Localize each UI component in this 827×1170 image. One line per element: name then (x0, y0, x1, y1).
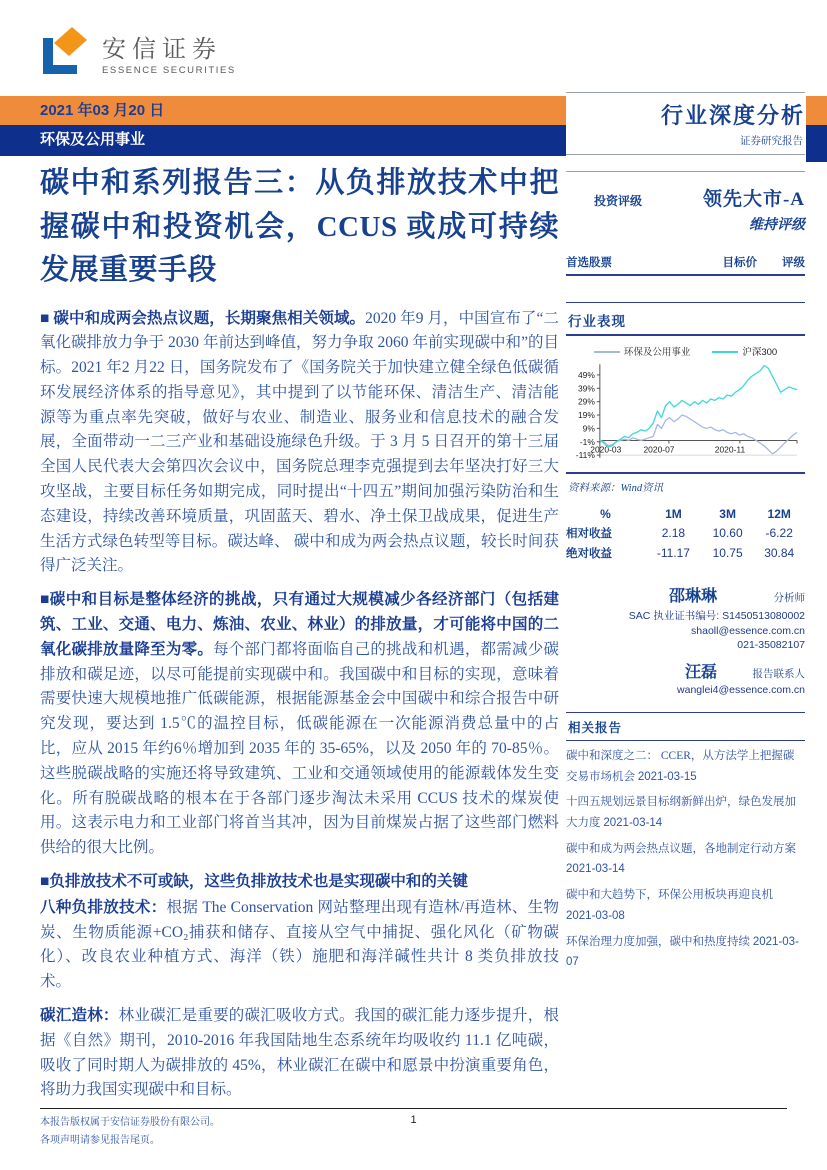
legend-line-swatch (594, 351, 620, 353)
absolute-return-3m: 10.75 (712, 546, 743, 560)
analyst-phone: 021-35082107 (737, 639, 805, 651)
svg-text:29%: 29% (577, 396, 595, 407)
svg-text:49%: 49% (577, 369, 595, 380)
brand-name-cn: 安信证券 (102, 36, 222, 63)
returns-header-row (566, 505, 805, 523)
legend-label: 环保及公用事业 (623, 347, 691, 358)
rating-row (566, 184, 805, 211)
paragraph-economy-challenge (40, 588, 559, 861)
essence-logo-icon (38, 24, 90, 81)
brand-name (102, 29, 236, 76)
svg-text:39%: 39% (577, 383, 595, 394)
related-report-date: 2021-03-14 (603, 817, 663, 830)
divider (566, 712, 805, 713)
related-report-title: 碳中和深度之二： CCER，从方法学上把握碳交易市场机会 (566, 750, 795, 783)
report-type-label: 行业深度分析 (660, 103, 805, 128)
brand-name-en: ESSENCE SECURITIES (102, 65, 236, 76)
table-row (566, 523, 805, 543)
returns-header: % (600, 507, 611, 521)
relative-return-label: 相对收益 (566, 528, 612, 540)
legend-item-csi300 (712, 344, 777, 358)
divider (566, 472, 805, 474)
paragraph-lead: 八种负排放技术： (40, 898, 167, 916)
paragraph-text: 根据 The Conservation 网站整理出现有造林/再造林、生物炭、生物质能源+CO₂捕获和储存、直接从空气中捕捉、强化风化（矿物碳化）、改良农业种植方式、海洋（铁）施肥和海洋碱性共计 8 类负排放技术。 (40, 898, 559, 991)
returns-table (566, 505, 805, 563)
paragraph-negative-emission-heading (40, 870, 559, 895)
report-subtype-label: 证券研究报告 (740, 136, 803, 147)
analyst-name: 邵琳琳 (668, 588, 717, 605)
returns-header: 3M (719, 507, 736, 521)
svg-text:2020-11: 2020-11 (714, 444, 746, 455)
legend-item-industry (594, 344, 691, 358)
analyst-email-link[interactable]: wanglei4@essence.com.cn (677, 684, 805, 696)
divider (566, 302, 805, 303)
industry-bar (0, 125, 566, 156)
brand-header (38, 24, 236, 81)
industry-name: 环保及公用事业 (40, 132, 146, 148)
paragraph-lead: 碳汇造林： (40, 1007, 119, 1025)
relative-return-12m: -6.22 (765, 526, 793, 540)
related-report-item[interactable] (566, 932, 805, 973)
stock-col-target-price: 目标价 (722, 257, 757, 269)
analyst-block (566, 583, 805, 696)
paragraph-text: 林业碳汇是重要的碳汇吸收方式。我国的碳汇能力逐步提升，根据《自然》期刊，2010-2016 年我国陆地生态系统年均吸收约 11.1 亿吨碳，吸收了同时期人为碳排放的 45%，林业碳汇在碳中和愿景中扮演重要角色，将助力我国实现碳中和目标。 (40, 1007, 559, 1099)
sidebar (566, 92, 805, 973)
paragraph-two-sessions (40, 307, 559, 580)
rating-value: 领先大市-A (702, 189, 805, 210)
returns-header: 1M (665, 507, 682, 521)
paragraph-lead: ■负排放技术不可或缺，这些负排放技术也是实现碳中和的关键 (40, 873, 468, 891)
paragraph-lead: ■ 碳中和成两会热点议题，长期聚焦相关领域。 (40, 309, 366, 327)
preferred-stock-header (566, 254, 805, 270)
analyst-header (566, 659, 805, 682)
related-report-title: 十四五规划远景目标纲新鲜出炉，绿色发展加大力度 (566, 796, 796, 830)
footer-line2: 各项声明请参见报告尾页。 (40, 1135, 160, 1146)
analyst-cert: SAC 执业证书编号: S1450513080002 (628, 610, 805, 622)
related-report-item[interactable] (566, 746, 805, 787)
analyst-role: 报告联系人 (752, 669, 805, 680)
related-reports-title: 相关报告 (568, 721, 623, 735)
absolute-return-12m: 30.84 (764, 546, 795, 560)
related-report-item[interactable] (566, 885, 805, 926)
page-edge-blue-block (806, 125, 827, 162)
returns-header: 12M (767, 507, 791, 521)
paragraph-lead: ■碳中和目标是整体经济的挑战，只有通过大规模减少各经济部门（包括建筑、工业、交通、电力、炼油、农业、林业）的排放量，才可能将中国的二氧化碳排放量降至为零。 (40, 591, 559, 658)
analyst-name: 汪磊 (684, 664, 717, 681)
footer-disclaimer (40, 1114, 220, 1150)
divider (566, 740, 805, 741)
svg-text:-11%: -11% (575, 450, 595, 461)
stock-col-rating: 评级 (782, 257, 805, 269)
rating-label: 投资评级 (594, 194, 643, 208)
absolute-return-label: 绝对收益 (566, 548, 612, 560)
preferred-stock-empty-rows (566, 276, 805, 302)
industry-performance-title: 行业表现 (568, 314, 626, 329)
svg-text:2020-03: 2020-03 (590, 444, 622, 455)
related-report-title: 碳中和大趋势下，环保公用板块再迎良机 (566, 889, 773, 902)
relative-return-1m: 2.18 (661, 526, 686, 540)
related-report-item[interactable] (566, 792, 805, 833)
svg-text:19%: 19% (577, 410, 595, 421)
related-report-date: 2021-03-14 (566, 863, 625, 876)
analyst-email-link[interactable]: shaoll@essence.com.cn (691, 625, 805, 637)
related-report-date: 2021-03-15 (637, 770, 697, 783)
table-row (566, 543, 805, 563)
page-edge-orange-block (806, 96, 827, 125)
relative-return-3m: 10.60 (712, 526, 743, 540)
report-date: 2021 年03 月20 日 (40, 102, 165, 119)
related-report-date: 2021-03-08 (566, 909, 625, 922)
rating-status: 维持评级 (749, 218, 805, 233)
industry-performance-chart (566, 360, 805, 472)
legend-label: 沪深300 (742, 347, 778, 358)
chart-legend (566, 344, 805, 358)
related-report-title: 碳中和成为两会热点议题，各地制定行动方案 (566, 842, 796, 855)
related-report-title: 环保治理力度加强，碳中和热度持续 (566, 935, 750, 948)
analyst-role: 分析师 (773, 593, 805, 604)
paragraph-forest-carbon-sink (40, 1004, 559, 1103)
svg-text:2020-07: 2020-07 (643, 444, 675, 455)
legend-line-swatch (712, 351, 738, 353)
paragraph-text: 2020 年9 月，中国宣布了“二氧化碳排放力争于 2030 年前达到峰值，努力争取 2060 年前实现碳中和”的目标。2021 年2 月22 日，国务院发布了《国务院关于加快建立健全绿色低碳循环发展经济体系的指导意见》，其中提到了以节能环保、清洁生产、清洁能源等为重点率先突破，做好与农业、制造业、服务业和信息技术的融合发展，全面带动一二三产业和基础设施绿色升级。于 3 月 5 日召开的第十三届全国人民代表大会第四次会议中，国务院总理李克强提到去年坚决打好三大攻坚战，主要目标任务如期完成，同时提出“十四五”期间加强污染防治和生态建设，持续改善环境质量，巩固蓝天、碧水、净土保卫战成果，促进生产生活方式绿色转型等目标。碳达峰、 碳中和成为两会热点议题，较长时间获得广泛关注。 (40, 309, 559, 575)
footer-line1: 本报告版权属于安信证券股份有限公司。 (40, 1117, 220, 1128)
divider (566, 334, 805, 336)
stock-col-name: 首选股票 (566, 257, 612, 269)
svg-text:-1%: -1% (579, 436, 595, 447)
svg-text:9%: 9% (582, 423, 595, 434)
paragraph-eight-technologies (40, 896, 559, 995)
date-bar (0, 96, 566, 125)
paragraph-text: 每个部门都将面临自己的挑战和机遇，都需减少碳排放和碳足迹，以尽可能提前实现碳中和。我国碳中和目标的实现，意味着需要快速大规模地推广低碳能源，根据能源基金会中国碳中和综合报告中研究发现，要达到 1.5℃的温控目标，低碳能源在一次能源消费总量中的占比，应从 2015 年约6％增加到 2035 年的 35-65%，以及 2050 年的 70-85％。这些脱碳战略的实施还将导致建筑、工业和交通领域使用的能源载体发生变化。所有脱碳战略的根本在于各部门逐步淘汰未采用 CCUS 技术的煤炭使用。这表示电力和工业部门将首当其冲，因为目前煤炭占据了这些部门燃料供给的很大比例。 (40, 640, 559, 857)
related-report-date: 2021-03-07 (566, 935, 799, 969)
analyst-header (566, 583, 805, 606)
divider (566, 171, 805, 172)
page-number: 1 (410, 1114, 417, 1126)
report-title: 碳中和系列报告三：从负排放技术中把握碳中和投资机会，CCUS 或成可持续发展重要手段 (40, 167, 559, 286)
related-report-item[interactable] (566, 839, 805, 880)
footer-divider (40, 1108, 787, 1109)
report-body (40, 162, 559, 1112)
related-reports (566, 712, 805, 973)
absolute-return-1m: -11.17 (656, 546, 690, 560)
chart-source: 资料来源：Wind资讯 (568, 483, 664, 494)
divider (566, 92, 805, 93)
